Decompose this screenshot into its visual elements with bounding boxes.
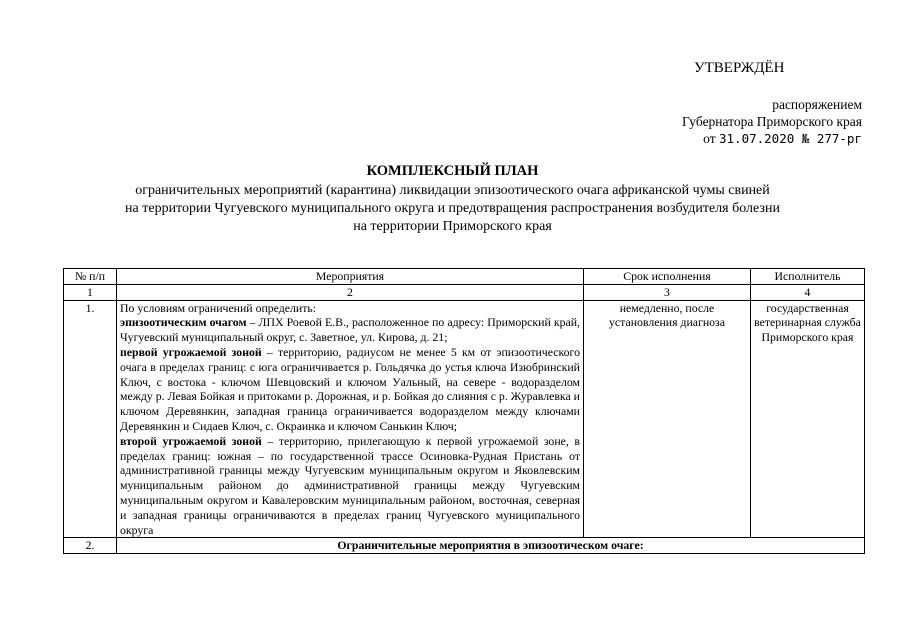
decree-number: 31.07.2020 № 277-рг — [719, 131, 862, 146]
index-cell: 3 — [584, 284, 751, 300]
decree-line2: Губернатора Приморского края — [682, 114, 862, 129]
index-cell: 1 — [64, 284, 117, 300]
plan-title: КОМПЛЕКСНЫЙ ПЛАН — [366, 163, 539, 179]
table-index-row — [64, 284, 865, 300]
measure-paragraph — [120, 434, 580, 538]
table-row — [64, 300, 865, 538]
term-epizootic-focus-text: – ЛПХ Роевой Е.В., расположенное по адресу: Приморский край, Чугуевский муниципальный округ, с. Заветное, ул. Кирова, д. 21; — [120, 315, 580, 345]
section-title: Ограничительные мероприятия в эпизоотическом очаге: — [117, 538, 865, 554]
measures-table — [63, 268, 865, 554]
header-cell-num: № п/п — [64, 269, 117, 285]
index-cell: 4 — [751, 284, 865, 300]
decree-prefix: от — [703, 131, 716, 146]
deadline-cell: немедленно, после установления диагноза — [584, 300, 751, 538]
header-cell-deadline: Срок исполнения — [584, 269, 751, 285]
term-first-zone: первой угрожаемой зоной — [120, 344, 262, 359]
index-cell: 2 — [117, 284, 584, 300]
term-second-zone-text: – территорию, прилегающую к первой угрожаемой зоне, в пределах границ: южная – по государственной трассе Осиновка-Рудная Пристань от административной границы между Чугуевским муниципальным округом и Яковлевским муниципальным районом до административной границы между Чугуевским муниципальным округом и Кавалеровским муниципальным районом, восточная, северная и западная границы ограничиваются в пределах границ Чугуевского муниципального округа — [120, 433, 580, 537]
decree-line1: распоряжением — [772, 97, 862, 112]
row-number: 2. — [64, 538, 117, 554]
header-cell-executor: Исполнитель — [751, 269, 865, 285]
term-second-zone: второй угрожаемой зоной — [120, 433, 262, 448]
measures-text — [117, 300, 584, 538]
subtitle-line: на территории Приморского края — [353, 219, 552, 234]
executor-cell: государственная ветеринарная служба Приморского края — [751, 300, 865, 538]
measure-paragraph — [120, 315, 580, 345]
table-row — [64, 538, 865, 554]
decree-block — [652, 96, 862, 147]
row-number: 1. — [64, 300, 117, 538]
subtitle-line: ограничительных мероприятий (карантина) ликвидации эпизоотического очага африканской чумы свиней — [135, 183, 770, 198]
measure-paragraph — [120, 345, 580, 434]
measures-intro: По условиям ограничений определить: — [120, 300, 317, 315]
term-first-zone-text: – территорию, радиусом не менее 5 км от эпизоотического очага в пределах границ: с юга ограничивается р. Гольдячка до устья ключа Изюбринский Ключ, с востока - ключом Шевцовский и ключом Уальный, на севере - водоразделом между р. Левая Бойкая и притоками р. Дорожная, и р. Бойкая до слияния с р. Журавлевка и ключом Деревянкин, западная граница ограничивается водоразделом между ключами Деревянкин и Сидаев Ключ, с. Окраинка и ключом Санькин Ключ; — [120, 344, 580, 433]
approval-label: УТВЕРЖДЁН — [694, 60, 785, 76]
plan-subtitle — [60, 182, 845, 236]
subtitle-line: на территории Чугуевского муниципального округа и предотвращения распространения возбудителя болезни — [125, 201, 780, 216]
table-header-row — [64, 269, 865, 285]
header-cell-measures: Мероприятия — [117, 269, 584, 285]
term-epizootic-focus: эпизоотическим очагом — [120, 315, 247, 330]
decree-number-line — [652, 130, 862, 147]
